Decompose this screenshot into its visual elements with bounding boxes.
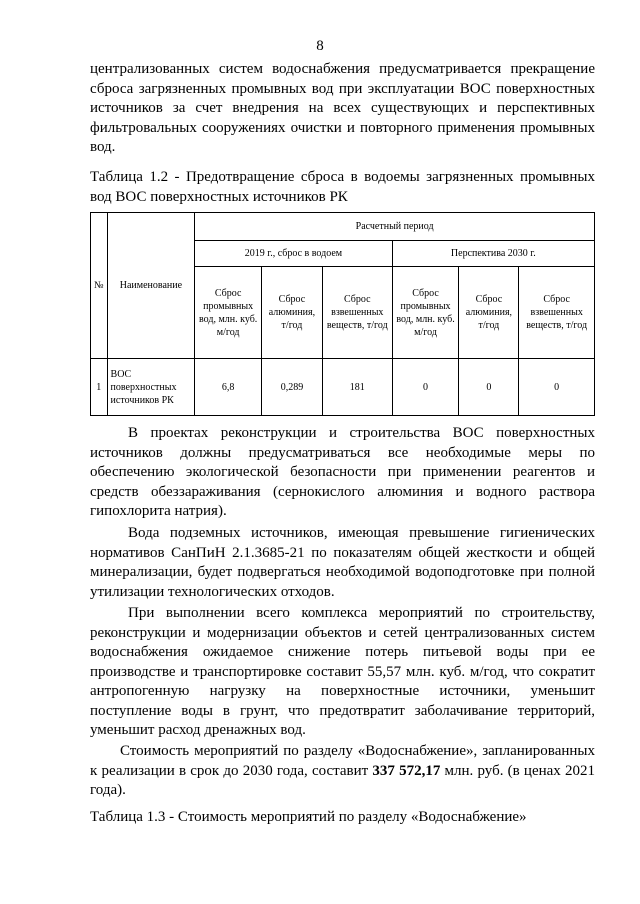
table-header-2019: 2019 г., сброс в водоем	[195, 241, 392, 267]
underground-paragraph: Вода подземных источников, имеющая превышение гигиенических нормативов СанПиН 2.1.3685-21 по показателям общей жесткости и общей минерализации, будет подвергаться необходимой водоподготовке при полной утилизации технологических отходов.	[90, 525, 595, 600]
cost-paragraph	[90, 742, 595, 801]
cell-flush-2030: 0	[392, 359, 459, 416]
cell-flush-2019: 6,8	[195, 359, 262, 416]
projects-paragraph: В проектах реконструкции и строительства ВОС поверхностных источников должны предусматриваться все необходимые меры по обеспечению экологической безопасности при применении реагентов и средств обеззараживания (сернокислого алюминия и водного раствора гипохлорита натрия).	[90, 425, 595, 519]
cell-num: 1	[91, 359, 108, 416]
cell-susp-2030: 0	[519, 359, 595, 416]
page-number: 8	[316, 38, 324, 54]
cell-alum-2030: 0	[459, 359, 519, 416]
cell-susp-2019: 181	[322, 359, 392, 416]
table-header-flush-2019: Сброс промывных вод, млн. куб. м/год	[195, 267, 262, 359]
cost-text-after: млн. руб. (в ценах 2021 года).	[90, 762, 595, 798]
cost-amount: 337 572,17	[372, 762, 441, 779]
table-header-alum-2030: Сброс алюминия, т/год	[459, 267, 519, 359]
table-header-flush-2030: Сброс промывных вод, млн. куб. м/год	[392, 267, 459, 359]
table-header-susp-2030: Сброс взвешенных веществ, т/год	[519, 267, 595, 359]
cell-alum-2019: 0,289	[262, 359, 323, 416]
table-header-name: Наименование	[107, 213, 195, 359]
table-header-period: Расчетный период	[195, 213, 595, 241]
complex-paragraph: При выполнении всего комплекса мероприятий по строительству, реконструкции и модернизации объектов и сетей централизованных систем водоснабжения ожидаемое снижение потерь питьевой воды при ее производстве и транспортировке составит 55,57 млн. куб. м/год, что сократит антропогенную нагрузку на поверхностные источники, уменьшит поступление воды в грунт, что предотвратит заболачивание территорий, уменьшит расход дренажных вод.	[90, 605, 595, 738]
table-header-alum-2019: Сброс алюминия, т/год	[262, 267, 323, 359]
cost-text-before: Стоимость мероприятий по разделу «Водоснабжение», запланированных к реализации в срок до 2030 года, составит	[90, 743, 595, 779]
table-header-susp-2019: Сброс взвешенных веществ, т/год	[322, 267, 392, 359]
table-row	[91, 359, 595, 416]
table-1-3-caption: Таблица 1.3 - Стоимость мероприятий по разделу «Водоснабжение»	[90, 809, 527, 825]
intro-paragraph: централизованных систем водоснабжения предусматривается прекращение сброса загрязненных промывных вод при эксплуатации ВОС поверхностных источников за счет внедрения на всех существующих и перспективных фильтровальных сооружениях очистки и повторного применения промывных вод.	[90, 61, 595, 155]
data-table	[90, 212, 595, 416]
table-header-num: №	[91, 213, 108, 359]
table-header-2030: Перспектива 2030 г.	[392, 241, 594, 267]
cell-name: ВОС поверхностных источников РК	[107, 359, 195, 416]
table-1-2-caption: Таблица 1.2 - Предотвращение сброса в водоемы загрязненных промывных вод ВОС поверхностных источников РК	[90, 169, 595, 205]
